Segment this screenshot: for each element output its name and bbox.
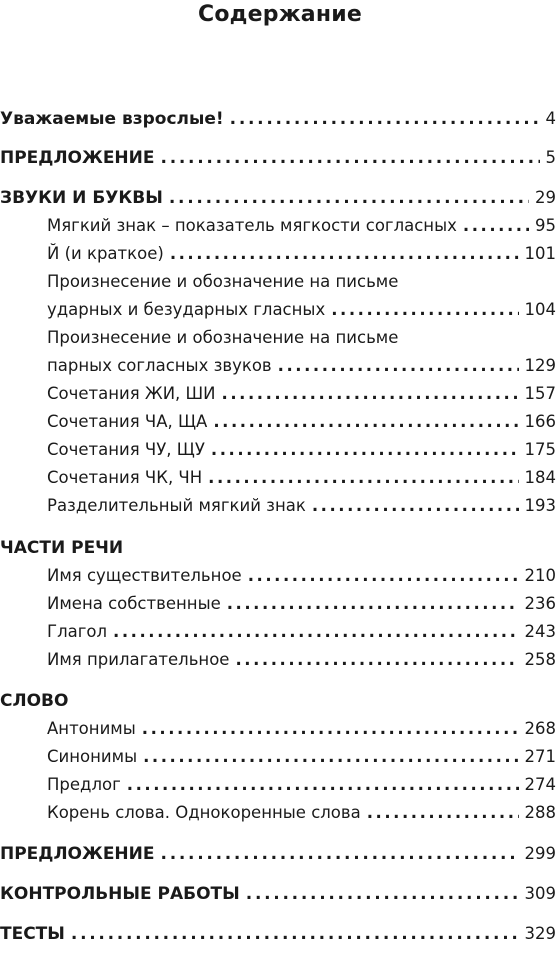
dot-leader (312, 493, 519, 519)
toc-entry-label: Антонимы (47, 719, 136, 738)
toc-page-number: 193 (524, 496, 556, 515)
dot-leader (222, 381, 519, 407)
toc-entry[interactable] (47, 353, 556, 379)
toc-entry-label: Сочетания ЧК, ЧН (47, 468, 203, 487)
toc-entry-label: ПРЕДЛОЖЕНИЕ (0, 844, 155, 864)
dot-leader (127, 772, 519, 798)
toc-entry-label: Корень слова. Однокоренные слова (47, 803, 361, 822)
toc-page-number: 101 (524, 244, 556, 263)
dot-leader (213, 409, 518, 435)
toc-page-number: 210 (524, 566, 556, 585)
toc-entry-label: Уважаемые взрослые! (0, 109, 224, 129)
page-title: Содержание (198, 2, 362, 27)
toc-entry-label: Предлог (47, 775, 121, 794)
toc-page-number: 236 (524, 594, 556, 613)
dot-leader (211, 437, 519, 463)
dot-leader (161, 841, 519, 867)
toc-entry[interactable] (47, 213, 556, 239)
toc-page-number: 271 (524, 747, 556, 766)
toc-page-number: 104 (524, 300, 556, 319)
toc-page-number: 288 (524, 803, 556, 822)
toc-entry-label: парных согласных звуков (47, 356, 272, 375)
toc-entry[interactable] (47, 409, 556, 435)
toc-section-heading[interactable]: СЛОВО (0, 691, 69, 711)
dot-leader (246, 881, 519, 907)
dot-leader (169, 185, 529, 211)
toc-entry[interactable] (47, 465, 556, 491)
dot-leader (227, 591, 519, 617)
toc-page-number: 299 (524, 844, 556, 863)
toc-entry[interactable] (47, 619, 556, 645)
toc-page-number: 129 (524, 356, 556, 375)
dot-leader (235, 647, 518, 673)
toc-entry[interactable] (47, 772, 556, 798)
toc-entry[interactable] (47, 241, 556, 267)
toc-entry-label: Имя существительное (47, 566, 242, 585)
toc-entry-label: Синонимы (47, 747, 138, 766)
toc-entry-label: КОНТРОЛЬНЫЕ РАБОТЫ (0, 884, 240, 904)
dot-leader (230, 106, 540, 132)
toc-page-number: 29 (535, 188, 556, 207)
toc-entry[interactable] (47, 744, 556, 770)
dot-leader (331, 297, 518, 323)
toc-entry[interactable] (47, 800, 556, 826)
toc-entry-label: Сочетания ЖИ, ШИ (47, 384, 216, 403)
toc-page-number: 274 (524, 775, 556, 794)
toc-page-number: 268 (524, 719, 556, 738)
toc-entry[interactable] (0, 185, 556, 211)
dot-leader (143, 744, 518, 770)
toc-entry-label: Й (и краткое) (47, 244, 164, 263)
toc-entry-label: Мягкий знак – показатель мягкости согласных (47, 216, 457, 235)
dot-leader (113, 619, 518, 645)
toc-page-number: 329 (524, 924, 556, 943)
toc-entry-label: ПРЕДЛОЖЕНИЕ (0, 148, 155, 168)
dot-leader (248, 563, 519, 589)
toc-entry-label: Сочетания ЧУ, ЩУ (47, 440, 205, 459)
toc-entry[interactable] (0, 881, 556, 907)
toc-entry-label: Разделительный мягкий знак (47, 496, 306, 515)
toc-page-number: 166 (524, 412, 556, 431)
dot-leader (170, 241, 519, 267)
toc-page-number: 258 (524, 650, 556, 669)
dot-leader (367, 800, 519, 826)
toc-page-number: 175 (524, 440, 556, 459)
toc-section-heading[interactable]: ЧАСТИ РЕЧИ (0, 538, 124, 558)
toc-entry-line: Произнесение и обозначение на письме (47, 328, 399, 347)
toc-page-number: 309 (524, 884, 556, 903)
toc-entry[interactable] (47, 493, 556, 519)
toc-entry[interactable] (47, 297, 556, 323)
toc-entry[interactable] (0, 841, 556, 867)
toc-entry[interactable] (47, 716, 556, 742)
dot-leader (161, 145, 540, 171)
toc-page-number: 157 (524, 384, 556, 403)
toc-page-number: 243 (524, 622, 556, 641)
toc-entry-line: Произнесение и обозначение на письме (47, 272, 399, 291)
toc-entry[interactable] (47, 437, 556, 463)
dot-leader (208, 465, 518, 491)
toc-entry-label: Имя прилагательное (47, 650, 230, 669)
toc-entry[interactable] (0, 145, 556, 171)
toc-page-number: 5 (545, 148, 556, 167)
dot-leader (278, 353, 519, 379)
toc-entry[interactable] (0, 921, 556, 947)
toc-entry[interactable] (0, 106, 556, 132)
toc-entry[interactable] (47, 591, 556, 617)
dot-leader (71, 921, 519, 947)
toc-entry-label: ЗВУКИ И БУКВЫ (0, 188, 163, 208)
toc-entry[interactable] (47, 647, 556, 673)
toc-page-number: 95 (535, 216, 556, 235)
dot-leader (142, 716, 519, 742)
toc-entry[interactable] (47, 381, 556, 407)
toc-entry-label: Сочетания ЧА, ЩА (47, 412, 208, 431)
toc-entry[interactable] (47, 563, 556, 589)
toc-entry-label: Имена собственные (47, 594, 221, 613)
toc-page-number: 4 (545, 109, 556, 128)
dot-leader (463, 213, 529, 239)
toc-page-number: 184 (524, 468, 556, 487)
toc-entry-label: ударных и безударных гласных (47, 300, 326, 319)
toc-entry-label: ТЕСТЫ (0, 924, 65, 944)
toc-entry-label: Глагол (47, 622, 108, 641)
